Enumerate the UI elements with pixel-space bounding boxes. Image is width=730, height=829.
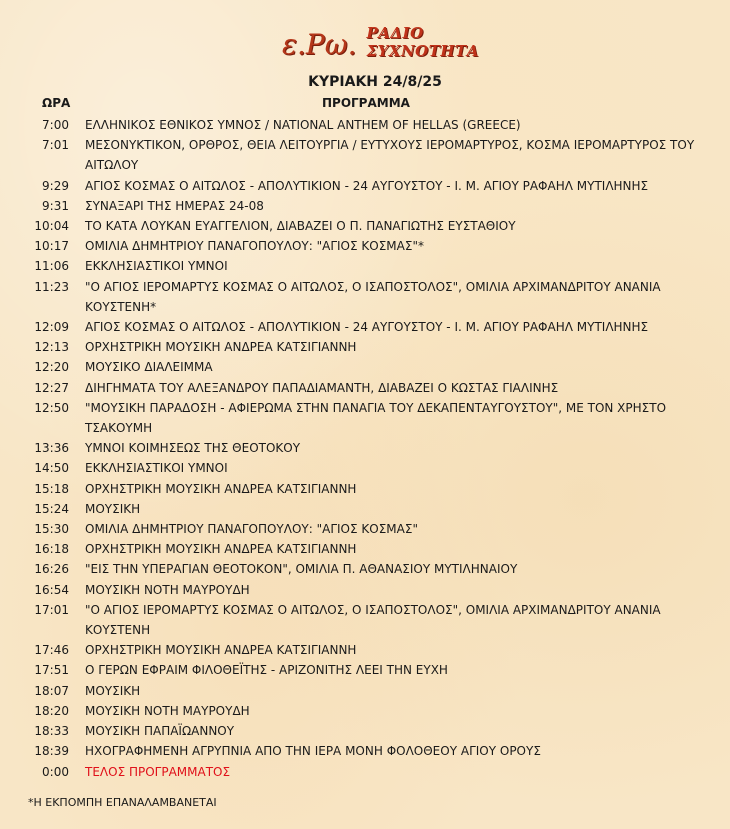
- schedule-row: [0, 539, 730, 559]
- logo-mark: ε.Ρω.: [282, 28, 357, 61]
- schedule-title: "Ο ΑΓΙΟΣ ΙΕΡΟΜΑΡΤΥΣ ΚΟΣΜΑΣ Ο ΑΙΤΩΛΟΣ, Ο ΙΣΑΠΟΣΤΟΛΟΣ", ΟΜΙΛΙΑ ΑΡΧΙΜΑΝΔΡΙΤΟΥ ΑΝΑΝΙΑ ΚΟΥΣΤΕΝΗ: [85, 602, 661, 638]
- schedule-title: "ΜΟΥΣΙΚΗ ΠΑΡΑΔΟΣΗ - ΑΦΙΕΡΩΜΑ ΣΤΗΝ ΠΑΝΑΓΙΑ ΤΟΥ ΔΕΚΑΠΕΝΤΑΥΓΟΥΣΤΟΥ", ΜΕ ΤΟΝ ΧΡΗΣΤΟ ΤΣΑΚΟΥΜΗ: [85, 400, 667, 436]
- schedule-title: ΕΚΚΛΗΣΙΑΣΤΙΚΟΙ ΥΜΝΟΙ: [85, 259, 228, 274]
- schedule-list: [0, 115, 730, 782]
- schedule-row: [0, 438, 730, 458]
- schedule-title: ΕΚΚΛΗΣΙΑΣΤΙΚΟΙ ΥΜΝΟΙ: [85, 461, 228, 476]
- schedule-time: 11:06: [34, 259, 69, 274]
- schedule-row: [0, 115, 730, 135]
- schedule-row: [0, 176, 730, 196]
- schedule-time: 18:07: [34, 683, 69, 698]
- schedule-time: 13:36: [34, 441, 69, 456]
- schedule-title: Ο ΓΕΡΩΝ ΕΦΡΑΙΜ ΦΙΛΟΘΕΪΤΗΣ - ΑΡΙΖΟΝΙΤΗΣ ΛΕΕΙ ΤΗΝ ΕΥΧΗ: [85, 663, 448, 678]
- schedule-row: [0, 317, 730, 337]
- schedule-row: [0, 337, 730, 357]
- schedule-row: [0, 458, 730, 478]
- schedule-title: ΜΟΥΣΙΚΗ ΝΟΤΗ ΜΑΥΡΟΥΔΗ: [85, 703, 250, 718]
- footnote: *Η ΕΚΠΟΜΠΗ ΕΠΑΝΑΛΑΜΒΑΝΕΤΑΙ: [28, 796, 217, 809]
- schedule-time: 16:26: [34, 562, 69, 577]
- schedule-time: 12:09: [34, 320, 69, 335]
- schedule-title: ΥΜΝΟΙ ΚΟΙΜΗΣΕΩΣ ΤΗΣ ΘΕΟΤΟΚΟΥ: [85, 441, 301, 456]
- schedule-title: ΜΟΥΣΙΚΗ: [85, 683, 141, 698]
- schedule-row: [0, 681, 730, 701]
- schedule-time: 16:18: [34, 542, 69, 557]
- schedule-row: [0, 256, 730, 276]
- schedule-row: [0, 640, 730, 660]
- schedule-row: [0, 580, 730, 600]
- schedule-title: ΜΟΥΣΙΚΗ ΠΑΠΑΪΩΑΝΝΟΥ: [85, 724, 235, 739]
- logo-line-2: ΣΥΧΝΟΤΗΤΑ: [366, 42, 479, 60]
- schedule-time: 18:39: [34, 744, 69, 759]
- schedule-row: [0, 398, 730, 438]
- schedule-row: [0, 135, 730, 175]
- schedule-row: [0, 196, 730, 216]
- schedule-row: [0, 600, 730, 640]
- schedule-title: ΕΛΛΗΝΙΚΟΣ ΕΘΝΙΚΟΣ ΥΜΝΟΣ / NATIONAL ANTHEM OF HELLAS (GREECE): [85, 118, 521, 132]
- schedule-time: 17:51: [34, 663, 69, 678]
- schedule-row: [0, 216, 730, 236]
- schedule-time: 9:29: [42, 178, 69, 193]
- schedule-row: [0, 559, 730, 579]
- schedule-time: 12:27: [34, 380, 69, 395]
- schedule-time: 15:30: [34, 522, 69, 537]
- schedule-time: 11:23: [34, 279, 69, 294]
- schedule-row: [0, 357, 730, 377]
- schedule-time: 10:04: [34, 219, 69, 234]
- schedule-time: 16:54: [34, 582, 69, 597]
- station-logo: [282, 24, 479, 61]
- logo-line-1: ΡΑΔΙΟ: [366, 24, 424, 42]
- schedule-title: ΔΙΗΓΗΜΑΤΑ ΤΟΥ ΑΛΕΞΑΝΔΡΟΥ ΠΑΠΑΔΙΑΜΑΝΤΗ, ΔΙΑΒΑΖΕΙ Ο ΚΩΣΤΑΣ ΓΙΑΛΙΝΗΣ: [85, 380, 559, 395]
- schedule-row: [0, 519, 730, 539]
- schedule-title: ΟΡΧΗΣΤΡΙΚΗ ΜΟΥΣΙΚΗ ΑΝΔΡΕΑ ΚΑΤΣΙΓΙΑΝΝΗ: [85, 340, 357, 355]
- schedule-time: 15:24: [34, 501, 69, 516]
- schedule-row: [0, 499, 730, 519]
- schedule-time: 7:01: [42, 138, 69, 153]
- schedule-time: 0:00: [42, 764, 69, 779]
- schedule-row-end: [0, 762, 730, 782]
- schedule-title: ΜΟΥΣΙΚΗ: [85, 501, 141, 516]
- schedule-title: ΑΓΙΟΣ ΚΟΣΜΑΣ Ο ΑΙΤΩΛΟΣ - ΑΠΟΛΥΤΙΚΙΟΝ - 24 ΑΥΓΟΥΣΤΟΥ - Ι. Μ. ΑΓΙΟΥ ΡΑΦΑΗΛ ΜΥΤΙΛΗΝΗΣ: [85, 178, 649, 193]
- schedule-time: 12:50: [34, 400, 69, 415]
- schedule-time: 9:31: [42, 198, 69, 213]
- schedule-row: [0, 479, 730, 499]
- logo-words: [367, 24, 479, 60]
- schedule-time: 10:17: [34, 239, 69, 254]
- schedule-row: [0, 721, 730, 741]
- column-header-program: ΠΡΟΓΡΑΜΜΑ: [322, 96, 410, 110]
- schedule-time: 18:33: [34, 724, 69, 739]
- schedule-title: ΑΓΙΟΣ ΚΟΣΜΑΣ Ο ΑΙΤΩΛΟΣ - ΑΠΟΛΥΤΙΚΙΟΝ - 24 ΑΥΓΟΥΣΤΟΥ - Ι. Μ. ΑΓΙΟΥ ΡΑΦΑΗΛ ΜΥΤΙΛΗΝΗΣ: [85, 320, 649, 335]
- schedule-title: ΟΡΧΗΣΤΡΙΚΗ ΜΟΥΣΙΚΗ ΑΝΔΡΕΑ ΚΑΤΣΙΓΙΑΝΝΗ: [85, 643, 357, 658]
- column-header-time: ΩΡΑ: [42, 96, 71, 110]
- schedule-title: ΟΡΧΗΣΤΡΙΚΗ ΜΟΥΣΙΚΗ ΑΝΔΡΕΑ ΚΑΤΣΙΓΙΑΝΝΗ: [85, 542, 357, 557]
- schedule-time: 14:50: [34, 461, 69, 476]
- schedule-title: ΟΜΙΛΙΑ ΔΗΜΗΤΡΙΟΥ ΠΑΝΑΓΟΠΟΥΛΟΥ: "ΑΓΙΟΣ ΚΟΣΜΑΣ"*: [85, 239, 424, 254]
- schedule-title: ΜΕΣΟΝΥΚΤΙΚΟΝ, ΟΡΘΡΟΣ, ΘΕΙΑ ΛΕΙΤΟΥΡΓΙΑ / ΕΥΤΥΧΟΥΣ ΙΕΡΟΜΑΡΤΥΡΟΣ, ΚΟΣΜΑ ΙΕΡΟΜΑΡΤΥΡΟΣ ΤΟΥ ΑΙΤΩΛΟΥ: [85, 138, 695, 173]
- schedule-time: 17:46: [34, 643, 69, 658]
- schedule-time: 18:20: [34, 703, 69, 718]
- schedule-row: [0, 741, 730, 761]
- schedule-row: [0, 701, 730, 721]
- schedule-title: ΤΕΛΟΣ ΠΡΟΓΡΑΜΜΑΤΟΣ: [85, 764, 231, 779]
- schedule-row: [0, 378, 730, 398]
- schedule-title: ΜΟΥΣΙΚΟ ΔΙΑΛΕΙΜΜΑ: [85, 360, 213, 375]
- schedule-title: "ΕΙΣ ΤΗΝ ΥΠΕΡΑΓΙΑΝ ΘΕΟΤΟΚΟΝ", ΟΜΙΛΙΑ Π. ΑΘΑΝΑΣΙΟΥ ΜΥΤΙΛΗΝΑΙΟΥ: [85, 562, 518, 577]
- schedule-title: "Ο ΑΓΙΟΣ ΙΕΡΟΜΑΡΤΥΣ ΚΟΣΜΑΣ Ο ΑΙΤΩΛΟΣ, Ο ΙΣΑΠΟΣΤΟΛΟΣ", ΟΜΙΛΙΑ ΑΡΧΙΜΑΝΔΡΙΤΟΥ ΑΝΑΝΙΑ ΚΟΥΣΤΕΝΗ*: [85, 279, 661, 314]
- schedule-title: ΟΜΙΛΙΑ ΔΗΜΗΤΡΙΟΥ ΠΑΝΑΓΟΠΟΥΛΟΥ: "ΑΓΙΟΣ ΚΟΣΜΑΣ": [85, 522, 418, 537]
- schedule-title: ΟΡΧΗΣΤΡΙΚΗ ΜΟΥΣΙΚΗ ΑΝΔΡΕΑ ΚΑΤΣΙΓΙΑΝΝΗ: [85, 481, 357, 496]
- schedule-row: [0, 660, 730, 680]
- schedule-row: [0, 236, 730, 256]
- schedule-time: 15:18: [34, 481, 69, 496]
- schedule-title: ΣΥΝΑΞΑΡΙ ΤΗΣ ΗΜΕΡΑΣ 24-08: [85, 198, 264, 213]
- schedule-title: ΤΟ ΚΑΤΑ ΛΟΥΚΑΝ ΕΥΑΓΓΕΛΙΟΝ, ΔΙΑΒΑΖΕΙ Ο Π. ΠΑΝΑΓΙΩΤΗΣ ΕΥΣΤΑΘΙΟΥ: [85, 219, 516, 234]
- schedule-row: [0, 277, 730, 317]
- schedule-title: ΗΧΟΓΡΑΦΗΜΕΝΗ ΑΓΡΥΠΝΙΑ ΑΠΟ ΤΗΝ ΙΕΡΑ ΜΟΝΗ ΦΟΛΟΘΕΟΥ ΑΓΙΟΥ ΟΡΟΥΣ: [85, 744, 541, 759]
- schedule-time: 17:01: [34, 602, 69, 617]
- schedule-title: ΜΟΥΣΙΚΗ ΝΟΤΗ ΜΑΥΡΟΥΔΗ: [85, 582, 250, 597]
- schedule-time: 12:13: [34, 340, 69, 355]
- schedule-time: 7:00: [42, 118, 69, 132]
- schedule-date: ΚΥΡΙΑΚΗ 24/8/25: [308, 74, 442, 90]
- schedule-time: 12:20: [34, 360, 69, 375]
